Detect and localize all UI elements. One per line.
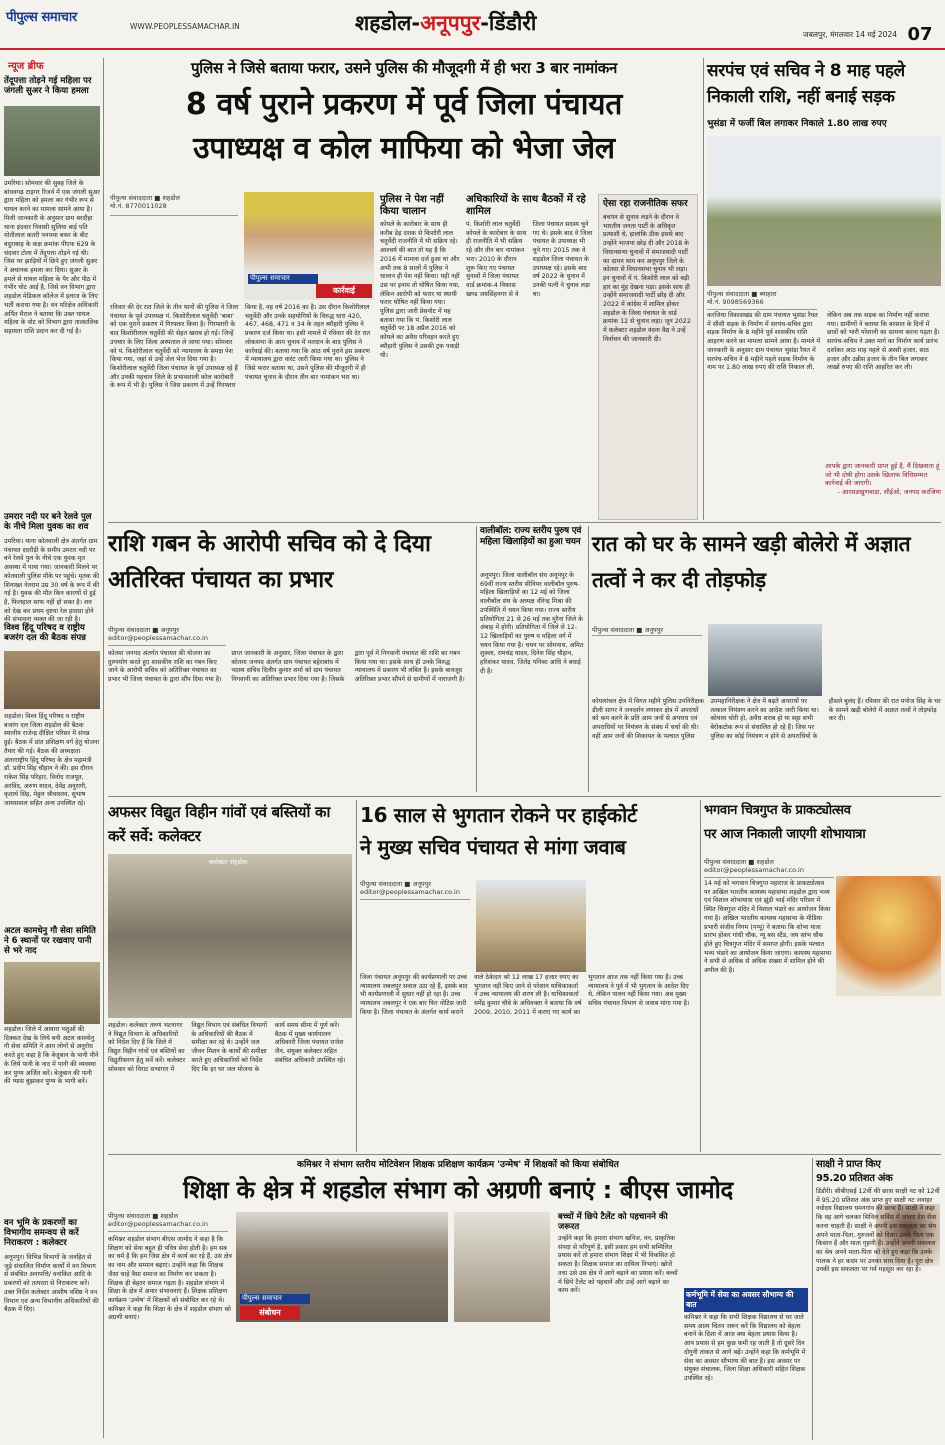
gaban-byline	[108, 626, 226, 646]
sarpanch-story	[707, 58, 941, 520]
brief-item-5	[4, 1218, 100, 1438]
quote-text: आपके द्वारा जानकारी प्राप्त हुई है, मैं दिखवाता हूं जो भी दोषी होगा उसके खिलाफ विधिसम्मत कार्रवाई की जाएगी।	[825, 462, 940, 487]
brief-body: उमरिया। सोमवार की सुबह जिले के बांधवगढ़ टाइगर रिजर्व में एक जंगली सुअर द्वारा महिला को हमला कर गंभीर रूप से घायल करने का मामला सामने आया है। मिली जानकारी के अनुसार ग्राम बरदौहा थाना इंदवार निवासी सुलिया बाई पति मोतीलाल कतरी पनपथा बफर के बीट बदुराबाह के कक्ष क्रमांक पीएफ 629 के चंदवार टोला में तेंदूपत्ता तोड़ने गई थी। जिस पर झाड़ियों में छिपे हुए जंगली सुअर ने अचानक हमला कर दिया। सुअर के हमले से घायल महिला के पैर और पीठ में गंभीर चोट आई है, जिसे वन विभाग द्वारा शहडोल मेडिकल कॉलेज में इलाज के लिए भर्ती कराया गया है। वन परिक्षेत्र अधिकारी अर्पित मैराल ने बताया कि उक्त घायल महिला के वोट को विभाग द्वारा तात्कालिक सहायता राशि प्रदान कर दी गई है।	[4, 180, 100, 335]
bolero-story	[592, 526, 941, 792]
chitragupt-body: 14 मई को भगवान चित्रगुप्त महाराज के प्राकट्योत्सव पर अखिल भारतीय कायस्थ महासभा शहडोल द्वारा भव्य एवं विशाल शोभायात्रा एवं झूंडी भाई मंदिर परिसर में स्थित चित्रगुप्त मंदिर में विशाल भंडारे का आयोजन किया गया है। अखिल भारतीय कायस्थ महासभा के मीडिया प्रभारी संजीव निगम (पप्पू) ने बताया कि शोभा यात्रा प्रारंभ होकर गांधी चौक, न्यू बस स्टैंड, जय स्तंभ चौक होते हुए चित्रगुप्त मंदिर में समाप्त होगी। इसके पश्चात भव्य भंडारे का आयोजन किया जाएगा। कायस्थ महासभा ने सभी से अधिक से अधिक संख्या में शामिल होने की अपील की है।	[704, 880, 832, 975]
box-title: कर्मभूमि में सेवा का अवसर सौभाग्य की बात	[684, 1288, 808, 1312]
brief-title: अटल कामधेनु गौ सेवा समिति ने 6 स्थानों पर रखवाए पानी से भरे नाद	[4, 926, 96, 956]
highcourt-story	[360, 800, 696, 1152]
brief-item-3	[4, 623, 100, 923]
news-brief-label: न्यूज ब्रीफ	[8, 61, 44, 72]
sports-headline: वालीबॉल: राज्य स्तरीय पुरुष एवं महिला खिलाड़ियों का हुआ चयन	[480, 526, 582, 547]
chitragupt-byline	[704, 858, 834, 878]
highcourt-byline	[360, 880, 470, 900]
byline-email: editor@peoplessamachar.co.in	[704, 866, 804, 874]
sakshi-title-2: 95.20 प्रतिशत अंक	[816, 1173, 893, 1184]
brief-title: विश्व हिंदू परिषद व राष्ट्रीय बजरंग दल की बैठक संपन्न	[4, 623, 87, 643]
lead-headline-1: 8 वर्ष पुराने प्रकरण में पूर्व जिला पंचायत	[185, 87, 623, 122]
photo-tag: कलेक्टर शहडोल	[208, 858, 248, 866]
education-photo-2	[454, 1212, 550, 1322]
brief-body: उमरिया। थाना कोतवाली क्षेत्र अंतर्गत ग्राम पंचायत ददरौड़ी के समीप उमरार नदी पर बने रेलवे पुल के नीचे एक युवक मृत अवस्था में पाया गया। जानकारी मिलने पर कोतवाली पुलिस मौके पर पहुंचे। मृतक की शिनाख्त नेतराम उम्र 30 वर्ष के रूप में की गई है। युवक की मौत किन कारणों से हुई है, फिलहाल साफ नहीं हो सका है। शव को देख कर प्रथम दृष्टया रेल हादसा होने की संभावना व्यक्त की जा रही है।	[4, 538, 100, 624]
education-subhead: बच्चों में छिपे टैलेंट को पहचानने की जरूरत	[558, 1212, 668, 1232]
sports-story	[480, 526, 584, 792]
bolero-headline: रात को घर के सामने खड़ी बोलेरो में अज्ञात तत्वों ने कर दी तोड़फोड़	[592, 532, 911, 592]
lead-body-text: रविवार की देर रात जिले के तीन थानों की पुलिस ने जिला पंचायत के पूर्व उपाध्यक्ष पं. किशोरीलाल चतुर्वेदी 'बाबा' को एक पुराने प्रकरण में गिरफ्तार किया है। गिरफ्तारी के बाद किशोरीलाल चतुर्वेदी की सेहत खराब हो गई। जिन्हें उपचार के लिए जिला अस्पताल ले जाया गया। सोमवार को पं. किशोरीलाल चतुर्वेदी को न्यायालय के समक्ष पेश किया गया, जहां से उन्हें जेल भेज दिया गया है। किशोरीलाल चतुर्वेदी जिला पंचायत के पूर्व उपाध्यक्ष रहे हैं और उनकी पहचान जिले के प्रभावशाली कोल कारोबारी के रूप में भी है। पुलिस ने जिस प्रकरण में उन्हें गिरफ्तार किया है, वह वर्ष 2016 का है। उस दौरान किशोरीलाल चतुर्वेदी और उनके सहयोगियों के विरुद्ध धारा 420, 467, 468, 471 व 34 के तहत ब्यौहारी पुलिस ने प्रकरण दर्ज किया था। इसी मामले में रविवार की देर रात लोकसभा के आम चुनाव में मतदान के बाद पुलिस ने कार्रवाई की। बताया गया कि आठ वर्ष पुराने इस प्रकरण में न्यायालय द्वारा वारंट जारी किया गया था। पुलिस ने जिसे फरार बताया था, उसने पुलिस की मौजूदगी में ही पंचायत चुनाव के दौरान तीन बार नामांकन भरा था।	[110, 304, 371, 390]
chitragupt-headline-2: पर आज निकाली जाएगी शोभायात्रा	[704, 827, 866, 842]
byline-text: पीपुल्स संवाददाता ■ अनूपपुर	[360, 880, 432, 888]
section-anuppur: अनूपपुर	[420, 11, 481, 35]
site-url: WWW.PEOPLESSAMACHAR.IN	[130, 22, 240, 31]
sakshi-story	[816, 1158, 941, 1440]
karmabhoomi-box	[684, 1288, 808, 1440]
brief-item-1	[4, 76, 100, 624]
gaban-body	[108, 650, 472, 792]
highcourt-body	[360, 974, 696, 1152]
section-shahdol: शहडोल-	[355, 11, 421, 35]
byline-text: पीपुल्स संवाददाता ■ शहडोल	[110, 194, 180, 202]
photo-label: कार्रवाई	[316, 284, 372, 298]
lead-body-b	[380, 194, 460, 520]
education-body-col-c	[454, 1326, 554, 1440]
brief-photo	[4, 106, 100, 176]
sarpanch-body-text: करजिया विकासखंड की ग्राम पंचायत भुसंडा रैयत में सीसी सड़क के निर्माण में सरपंच-सचिव द्वारा सड़क निर्माण के 8 महीने पूर्व शासकीय राशि आहरण करने का मामला सामने आया है। मामले में जानकारी के अनुसार ग्राम पंचायत भुसंडा रैयत में सरपंच-सचिव ने 8 महीने पहले सड़क निर्माण के नाम पर 1.80 लाख रुपए की राशि निकाल ली, लेकिन अब तक सड़क का निर्माण नहीं कराया गया। ग्रामीणों ने बताया कि बरसात के दिनों में छात्रों को भारी परेशानी का सामना करना पड़ता है। सरपंच-सचिव ने उक्त मार्ग का निर्माण कार्य प्रारंभ दर्शाकर आठ माह पहले से अस्सी हजार, साठ हजार और उन्नीस हजार के तीन बिल लगाकर लाखों रुपए की राशि आहरित कर ली।	[707, 312, 940, 372]
brief-photo	[4, 962, 100, 1024]
byline-text: पीपुल्स संवाददाता ■ शहडोल	[108, 1212, 178, 1220]
photo-tag: पीपुल्स समाचार	[240, 1294, 310, 1304]
sarpanch-quote	[825, 462, 941, 518]
highcourt-headline-1: 16 साल से भुगतान रोकने पर हाईकोर्ट	[360, 803, 637, 827]
bolero-byline: पीपुल्स संवाददाता ■ अनूपपुर	[592, 626, 702, 636]
sarpanch-byline	[707, 290, 817, 310]
sports-body: अनूपपुर। जिला वालीबॉल संघ अनूपपुर के 69वीं राज्य स्तरीय सीनियर वालीबॉल पुरुष-महिला खिलाड़ियों का 12 मई को जिला वालीबॉल संघ के अध्यक्ष वीरेन्द्र मिश्रा की उपस्थिति में चयन किया गया। राज्य स्तरीय प्रतियोगिता 21 से 26 मई तक मुरैना जिले के अंबाह में होगी। प्रतियोगिता में जिले से 12-12 खिलाड़ियों का पुरुष व महिला वर्ग में चयन किया गया है। चयन पर सोमनाथ, अमित शुक्ला, रामचंद्र यादव, दिनेश सिंह चौहान, हरिशंकर यादव, जितेंद्र पनिका आदि ने बधाई दी है।	[480, 572, 584, 675]
quote-author: - आरसडखुणवाडा, सीईओ, जनपद करजिया	[837, 487, 941, 496]
bolero-body	[592, 698, 941, 792]
box-body: कमिश्नर ने कहा कि सभी शिक्षक विद्यालय से घर जाते समय आत्म चिंतन जरूर करें कि विद्यालय को बेहतर बनाने के दिशा में आज क्या बेहतर प्रयास किया है। आप प्रयास से हम कुछ कमी रह जाती है तो दूसरे दिन दोगुनी ताकत से आगे बढ़ें। उन्होंने कहा कि कर्मभूमि में सेवा का अवसर सौभाग्य की बात है। इस अवसर पर संयुक्त संचालक, जिला शिक्षा अधिकारी सहित शिक्षक उपस्थित रहे।	[684, 1314, 806, 1382]
lead-photo	[244, 192, 374, 300]
byline-mobile: मो.नं. 8770011028	[110, 202, 167, 210]
education-body-2: उन्होंने कहा कि हमारा संभाग खनिज, वन, प्राकृतिक संपदा से परिपूर्ण है, इसी प्रकार हम सभी सम्मिलित प्रयास करें तो हमारा संभाग शिक्षा में भी विकसित हो सकता है। शिक्षक समाज का दायित्व निभाएं। खोजें तथा उसे उस क्षेत्र में आगे बढ़ाने का प्रयास करें। बच्चों में छिपे टैलेंट को पहचानें और उन्हें आगे बढ़ाने का काम करें।	[558, 1235, 678, 1295]
byline-email: editor@peoplessamachar.co.in	[108, 634, 208, 642]
brief-title: तेंदूपत्ता तोड़ने गई महिला पर जंगली सुअर ने किया हमला	[4, 76, 92, 96]
photo-label: संबोधन	[240, 1306, 300, 1320]
power-headline: अफसर विद्युत विहीन गांवों एवं बस्तियों का करें सर्वे: कलेक्टर	[108, 803, 331, 845]
brief-body: शहडोल। जिले में आवारा पशुओं की दिक्कत देख के लिये बनी अटल कामधेनु गौ सेवा समिति ने आम लोगों से अनुरोध करते हुए कहा है कि बेजुबान के पानी पीने के लिये पानी के नाद में पानी की व्यवस्था कर पुण्य अर्जित करें। बेजुबान की पानी की प्यास बुझाकर पुण्य के भागी बनें।	[4, 1026, 99, 1086]
power-photo	[108, 854, 352, 1018]
education-headline: शिक्षा के क्षेत्र में शहडोल संभाग को अग्रणी बनाएं : बीएस जामोद	[183, 1176, 733, 1204]
byline-text: पीपुल्स संवाददाता ■ ब्याहारा	[707, 290, 777, 298]
education-kicker: कमिश्नर ने संभाग स्तरीय मोटिवेशन शिक्षक प्रशिक्षण कार्यक्रम 'उन्मेष' में शिक्षकों को किया संबोधित	[297, 1160, 619, 1170]
education-photo	[236, 1212, 448, 1322]
brief-item-4	[4, 926, 100, 1196]
brief-title: उमरार नदी पर बने रेलवे पुल के नीचे मिला युवक का शव	[4, 512, 92, 532]
bolero-photo	[708, 624, 822, 696]
political-journey-box	[598, 194, 698, 520]
lead-kicker: पुलिस ने जिसे बताया फरार, उसने पुलिस की मौजूदगी में ही भरा 3 बार नामांकन	[190, 59, 617, 77]
brief-title: वन भूमि के प्रकरणों का विभागीय समन्वय से करें निराकरण : कलेक्टर	[4, 1218, 79, 1248]
education-body-text: कमिश्नर शहडोल संभाग बीएस जामोद ने कहा है कि शिक्षण को सेवा बहुत ही पवित्र सेवा होती है। हम सब का धर्म है कि हम जिस क्षेत्र में कार्य कर रहे हैं, उस क्षेत्र का नाम और सम्मान बढ़ाएं। उन्होंने कहा कि शिक्षक जैसा चाहे वैसा समाज का निर्माण कर सकता है। शिक्षक ही बेहतर समाज गढ़ता है। शहडोल संभाग में शिक्षा के क्षेत्र में अपार संभावनाएं हैं। शिक्षक प्रशिक्षण कार्यक्रम 'उन्मेष' में शिक्षकों को संबोधित कर रहे थे। कमिश्नर ने कहा कि शिक्षा के क्षेत्र में शहडोल संभाग को अग्रणी बनाएं।	[108, 1236, 232, 1322]
news-brief-column	[4, 58, 100, 1438]
lead-byline	[110, 194, 238, 216]
side-box-body: बचपन से सुनाव लड़ने के दौरान वे भारतीय जनता पार्टी के अधिकृत प्रत्याशी थे, हालांकि ठीक इससे बाद उन्होंने भाजपा छोड़ दी और 2018 के विधानसभा चुनावों में समाजवादी पार्टी का दामन थाम कर अनूपपुर जिले के कोतमा से विधानसभा चुनाव भी लड़ा। इन चुनावों में पं. किशोरी लाल को बड़ी हार का मुंह देखना पड़ा। इसके साथ ही उन्होंने समाजवादी पार्टी छोड़ दी और 2022 में कांग्रेस में शामिल होकर शहडोल के जिला पंचायत के वार्ड क्रमांक 12 से चुनाव लड़ा। जून 2022 में कलेक्टर शहडोल वंदना वैद्य ने उन्हें निर्वाचन की जानकारी दी।	[603, 214, 691, 343]
chitragupt-photo	[836, 876, 941, 996]
lead-subhead-1: पुलिस ने पेश नहीं किया चालान	[380, 194, 444, 217]
byline-text: पीपुल्स संवाददाता ■ शहडोल	[704, 858, 774, 866]
byline-email: editor@peoplessamachar.co.in	[360, 888, 460, 896]
brief-photo	[4, 651, 100, 709]
power-body-text: शहडोल। कलेक्टर तरुण भटनागर ने विद्युत विभाग के अधिकारियों को निर्देश दिए हैं कि जिले में विद्युत विहीन गांवों एवं बस्तियों का विद्युतीकरण हेतु सर्वे करें। कलेक्टर सोमवार को विराट सभागार में विद्युत विभाग एवं संबंधित विभागों के अधिकारियों की बैठक में समीक्षा कर रहे थे। उन्होंने जल जीवन मिशन के कार्यों की समीक्षा करते हुए अधिकारियों को निर्देश दिए कि हर घर जल योजना के कार्य समय सीमा में पूर्ण करें। बैठक में मुख्य कार्यपालन अधिकारी जिला पंचायत राजेश जैन, संयुक्त कलेक्टर सहित संबंधित अधिकारी उपस्थित रहे।	[108, 1022, 346, 1073]
byline-mobile: मो.नं. 9098569366	[707, 298, 764, 306]
power-body	[108, 1022, 352, 1152]
byline-email: editor@peoplessamachar.co.in	[108, 1220, 208, 1228]
section-title	[355, 10, 655, 40]
photo-tag: पीपुल्स समाचार	[248, 274, 318, 284]
gaban-story	[108, 526, 472, 792]
logo-text: पीपुल्स समाचार	[6, 10, 77, 25]
sarpanch-headline: सरपंच एवं सचिव ने 8 माह पहले निकाली राशि, नहीं बनाई सड़क	[707, 61, 905, 107]
chitragupt-story	[704, 800, 941, 1152]
lead-story	[108, 58, 700, 520]
sarpanch-body	[707, 312, 941, 462]
gaban-body-text: कोतमा जनपद अंतर्गत पंचायत की योजना का दुरुपयोग करते हुए शासकीय राशि का गबन किए जाने के आरोपी सचिव को अतिरिक्त पंचायत का प्रभार भी जिला पंचायत के द्वारा सौंप दिया गया है। प्राप्त जानकारी के अनुसार, जिला पंचायत के द्वारा कोतमा जनपद अंतर्गत ग्राम पंचायत बहेराबांध में पदस्थ सचिव दिलीप कुमार शर्मा को ग्राम पंचायत निगवानी का अतिरिक्त प्रभार दिया गया है। जिसके द्वारा पूर्व में निगवानी पंचायत की राशि का गबन किया गया था। इसके साथ ही उनके विरुद्ध न्यायालय में प्रकरण भी लंबित है। इसके बावजूद अतिरिक्त प्रभार सौंपने से ग्रामीणों में नाराजगी है।	[108, 650, 465, 684]
dateline: जबलपुर, मंगलवार 14 मई 2024	[803, 30, 897, 39]
sakshi-title-1: साक्षी ने प्राप्त किए	[816, 1159, 881, 1170]
lead-body-c	[466, 194, 594, 520]
brief-body: अनूपपुर। विभिन्न विभागों के जनहित से जुड़े संचालित निर्माण कार्यों में वन विभाग से संबंधित अनापत्ति/ वनांकित आदि के प्रकरणों को तत्परता से निराकरण करें। उक्त निर्देश कलेक्टर आशीष वशिष्ठ ने वन विभाग एवं अन्य विभागीय अधिकारियों की बैठक में दिए।	[4, 1254, 99, 1314]
lead-headline-2: उपाध्यक्ष व कोल माफिया को भेजा जेल	[193, 131, 615, 166]
brief-body: शहडोल। विश्व हिंदू परिषद व राष्ट्रीय बजरंग दल जिला शहडोल की बैठक स्थानीय राजेन्द्र दीक्षित परिसर में संपन्न हुई। बैठक में प्रांत प्रशिक्षण वर्ग हेतु योजना तैयार की गई। बैठक की अध्यक्षता अंतरराष्ट्रीय हिंदू परिषद के क्षेत्र महामंत्री डॉ. प्रदीप सिंह चौहान ने की। इस दौरान राकेश सिंह परिहार, विनोद राजपूत, अरविंद, अरुण यादव, देवेंद्र अनुरागी, कृतार्थ सिंह, मेहुल श्रीवास्तव, सुभाष जायसवाल सहित अन्य उपस्थित रहे।	[4, 713, 100, 808]
section-dindori: -डिंडौरी	[480, 11, 537, 35]
lead-subhead-2: अधिकारियों के साथ बैठकों में रहे शामिल	[466, 194, 586, 217]
highcourt-body-text: जिला पंचायत अनूपपुर की कार्यप्रणाली पर उच्च न्यायालय जबलपुर सवाल उठा रहे हैं, इसके बाद भी कार्यप्रणाली में सुधार नहीं हो रहा है। उच्च न्यायालय जबलपुर ने एक बार फिर नोटिस जारी किया है। जिला पंचायत के अंतर्गत कार्य कराने वाले ठेकेदार को 12 लाख 17 हजार रुपए का भुगतान नहीं किए जाने से परेशान याचिकाकर्ता ने उच्च न्यायालय की शरण ली है। याचिकाकर्ता धर्मेंद्र कुमार चौबे के अधिवक्ता ने बताया कि वर्ष 2009, 2010, 2011 में कराए गए कार्य का भुगतान आज तक नहीं किया गया है। उच्च न्यायालय ने पूर्व में भी भुगतान के आदेश दिए थे, लेकिन पालन नहीं किया गया। अब मुख्य सचिव पंचायत विभाग से जवाब मांगा गया है।	[360, 974, 690, 1016]
logo	[6, 6, 130, 32]
side-box-title: ऐसा रहा राजनीतिक सफर	[603, 199, 688, 209]
power-story	[108, 800, 352, 1152]
highcourt-headline-2: ने मुख्य सचिव पंचायत से मांगा जवाब	[360, 835, 626, 859]
education-byline	[108, 1212, 228, 1232]
masthead	[0, 0, 945, 50]
education-body-col-b	[558, 1212, 678, 1440]
lead-body-2: कोयले के कारोबार के साथ ही करीब डेढ़ दशक से किशोरी लाल चतुर्वेदी राजनीति में भी सक्रिय रहे। आश्चर्य की बात तो यह है कि 2016 में मामला दर्ज हुआ था और अभी तक 8 सालों में पुलिस ने चालान ही पेश नहीं किया। यही नहीं उस पर इनाम तो घोषित किया गया, लेकिन आरोपी को फरार या स्थायी फरार घोषित नहीं किया गया। पुलिस द्वारा जारी प्रेसनोट में यह बताया गया कि पं. किशोरी लाल चतुर्वेदी पर 18 अप्रैल 2016 को कोयले का अवैध परिवहन करते हुए ब्यौहारी पुलिस ने उसकी ट्रक पकड़ी थी।	[380, 221, 460, 359]
lead-body-3: पं. किशोरी लाल चतुर्वेदी कोयले के कारोबार के साथ ही राजनीति में भी सक्रिय रहे और तीन बार नामांकन भरा। 2010 के दौरान शुरू किए गए पंचायत चुनावों में जिला पंचायत वार्ड क्रमांक-4 विकास खण्ड जयसिंहनगर से वे जिला पंचायत सदस्य चुने गए थे। इसके बाद वे जिला पंचायत के उपाध्यक्ष भी चुने गए। 2015 तक वे शहडोल जिला पंचायत के उपाध्यक्ष रहे। इसके बाद वर्ष 2022 के चुनाव में उनकी पत्नी ने चुनाव लड़ा था।	[466, 221, 593, 298]
education-story	[108, 1158, 808, 1440]
sarpanch-photo	[707, 136, 941, 286]
sakshi-body: डिंडौरी। सीबीएसई 12वीं की छात्रा साक्षी नट को 12वीं में 95.20 प्रतिशत अंक प्राप्त हुए साक्षी नट जवाहर नवोदय विद्यालय धमनगांव की छात्रा हैं। साक्षी ने कहा कि वह आगे चलकर सिविल सर्विस में जाकर देश सेवा करना चाहती हैं। साक्षी ने अपनी इस सफलता का श्रेय अपने माता-पिता, गुरुजनों को दिया। उनके पिता एक किसान हैं और माता गृहणी हैं। उन्होंने अपनी सफलता का श्रेय अपने माता-पिता को देते हुए कहा कि उनके पालक ने हर कदम पर उनका साथ दिया है। पूरा क्षेत्र उनकी इस सफलता पर गर्व महसूस कर रहा है।	[816, 1188, 940, 1274]
lead-body-a	[110, 304, 374, 520]
bolero-body-text: कोयलांचल क्षेत्र में विगत महीने पुलिस उपनिरीक्षक डीली सागर ने जनदर्शन लगाकर क्षेत्र में अपराधों को कम करने के प्रति आम जनों से अपराध एवं अपराधियों पर नियंत्रण के संबंध में चर्चा की थी। वहीं आम जनों की शिकायत के पश्चात पुलिस उपमहानिरीक्षक ने क्षेत्र में बढ़ते अपराधों पर तत्काल नियंत्रण करने का आदेश जारी किया था। कोयला चोरी हो, अवैध शराब हो या सट्टा सभी बेरोकटोक रूप से संचालित हो रहे हैं। जिस पर पुलिस का कोई नियंत्रण न होने से अपराधियों के हौसले बुलंद हैं। रविवार की रात मनोज सिंह के घर के सामने खड़ी बोलेरो में अज्ञात तत्वों ने तोड़फोड़ कर दी।	[592, 698, 941, 740]
chitragupt-headline-1: भगवान चित्रगुप्त के प्राकट्योत्सव	[704, 803, 851, 818]
gaban-headline: राशि गबन के आरोपी सचिव को दे दिया अतिरिक्त पंचायत का प्रभार	[108, 531, 431, 593]
byline-text: पीपुल्स संवाददाता ■ अनूपपुर	[108, 626, 180, 634]
education-body-col-a	[108, 1236, 232, 1440]
page-number: 07	[907, 24, 933, 45]
sarpanch-sub: भुसंडा में फर्जी बिल लगाकर निकाले 1.80 लाख रुपए	[707, 119, 887, 129]
highcourt-photo	[476, 880, 586, 972]
